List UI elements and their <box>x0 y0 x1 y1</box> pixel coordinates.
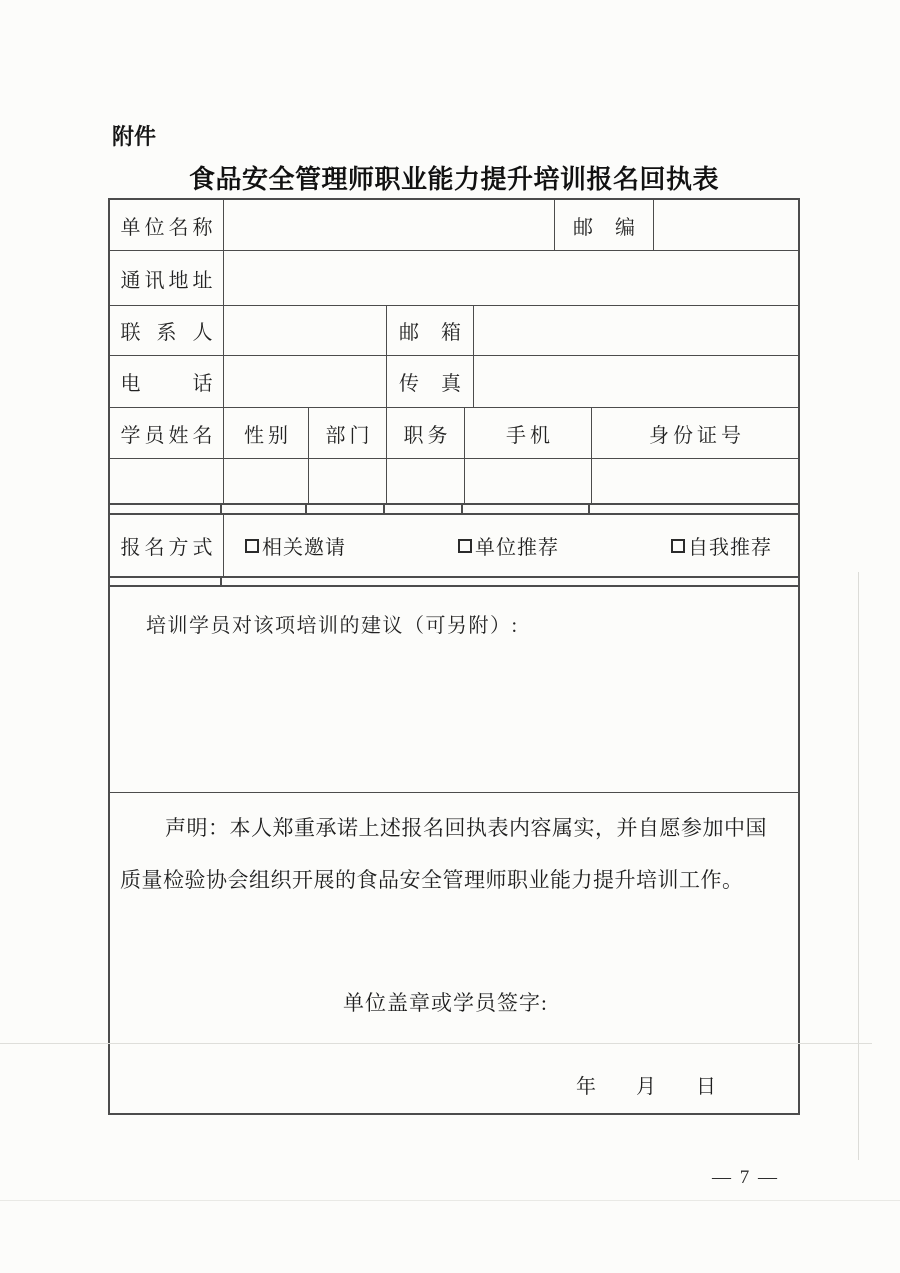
scan-artifact-line <box>858 572 859 1160</box>
id-number-input-cell <box>592 459 798 503</box>
address-label: 通讯地址 <box>120 269 213 292</box>
scan-line-stub <box>588 505 590 513</box>
scan-line-stub <box>461 505 463 513</box>
registration-method-label-cell <box>110 515 224 576</box>
trainee-name-header: 学员姓名 <box>110 408 224 458</box>
scan-line-stub <box>108 505 110 513</box>
scan-line-stub <box>220 505 222 513</box>
gender-header: 性别 <box>224 408 309 458</box>
scan-artifact-line <box>0 1043 872 1044</box>
scan-line-stub <box>108 578 110 585</box>
attachment-label: 附件 <box>112 124 157 149</box>
page-number: — 7 — <box>712 1167 779 1188</box>
scan-line-stub <box>305 505 307 513</box>
gender-input-cell <box>224 459 309 503</box>
suggestion-statement-table <box>108 585 800 1115</box>
unit-name-label: 单位名称 <box>120 216 213 239</box>
phone-input-cell <box>224 356 387 407</box>
scan-line-stub <box>798 578 800 585</box>
statement-line-2: 质量检验协会组织开展的食品安全管理师职业能力提升培训工作。 <box>120 868 744 892</box>
phone-row <box>110 356 798 408</box>
trainee-header-row <box>110 408 798 459</box>
month-label: 月 <box>636 1076 656 1098</box>
address-label-cell <box>110 251 224 305</box>
email-label: 邮箱 <box>399 322 461 344</box>
trainee-name-input-cell <box>110 459 224 503</box>
form-title: 食品安全管理师职业能力提升培训报名回执表 <box>188 164 719 194</box>
fax-input-cell <box>474 356 798 407</box>
checkbox-icon <box>671 539 685 553</box>
checkbox-icon <box>458 539 472 553</box>
department-input-cell <box>309 459 387 503</box>
checkbox-icon <box>245 539 259 553</box>
department-header: 部门 <box>309 408 387 458</box>
contact-row <box>110 306 798 356</box>
scan-line-stub <box>220 578 222 585</box>
scan-artifact-line <box>0 1200 900 1201</box>
contact-label: 联系人 <box>120 322 213 344</box>
position-header: 职务 <box>387 408 465 458</box>
mobile-input-cell <box>465 459 592 503</box>
fax-label-cell <box>387 356 474 407</box>
year-label: 年 <box>576 1076 596 1098</box>
position-input-cell <box>387 459 465 503</box>
option-unit-recommendation: 单位推荐 <box>458 531 559 560</box>
statement-line-1: 声明：本人郑重承诺上述报名回执表内容属实，并自愿参加中国 <box>165 816 767 840</box>
unit-name-input-cell <box>224 200 555 250</box>
suggestion-label: 培训学员对该项培训的建议（可另附）: <box>146 615 519 637</box>
email-label-cell <box>387 306 474 355</box>
day-label: 日 <box>696 1076 716 1098</box>
statement-section <box>110 793 798 906</box>
fax-label: 传真 <box>399 373 461 395</box>
registration-options-cell <box>224 515 798 576</box>
email-input-cell <box>474 306 798 355</box>
mobile-header: 手机 <box>465 408 592 458</box>
phone-label: 电话 <box>120 373 213 395</box>
registration-method-row <box>110 515 798 576</box>
trainee-empty-row <box>110 459 798 503</box>
option-self-recommendation: 自我推荐 <box>671 531 772 560</box>
postcode-label: 邮编 <box>573 216 635 239</box>
contact-info-table <box>108 198 800 505</box>
phone-label-cell <box>110 356 224 407</box>
address-row <box>110 251 798 306</box>
date-line <box>576 1070 716 1099</box>
contact-input-cell <box>224 306 387 355</box>
suggestion-section <box>110 587 798 793</box>
postcode-label-cell <box>555 200 654 250</box>
signature-label: 单位盖章或学员签字: <box>343 991 548 1015</box>
contact-label-cell <box>110 306 224 355</box>
id-number-header: 身份证号 <box>649 424 745 447</box>
scan-line-stub <box>798 505 800 513</box>
option-invitation: 相关邀请 <box>245 531 346 560</box>
scan-line-stub <box>383 505 385 513</box>
registration-method-table <box>108 513 800 578</box>
unit-name-label-cell <box>110 200 224 250</box>
unit-name-row <box>110 200 798 251</box>
postcode-input-cell <box>654 200 798 250</box>
registration-method-label: 报名方式 <box>120 537 213 559</box>
address-input-cell <box>224 251 798 305</box>
